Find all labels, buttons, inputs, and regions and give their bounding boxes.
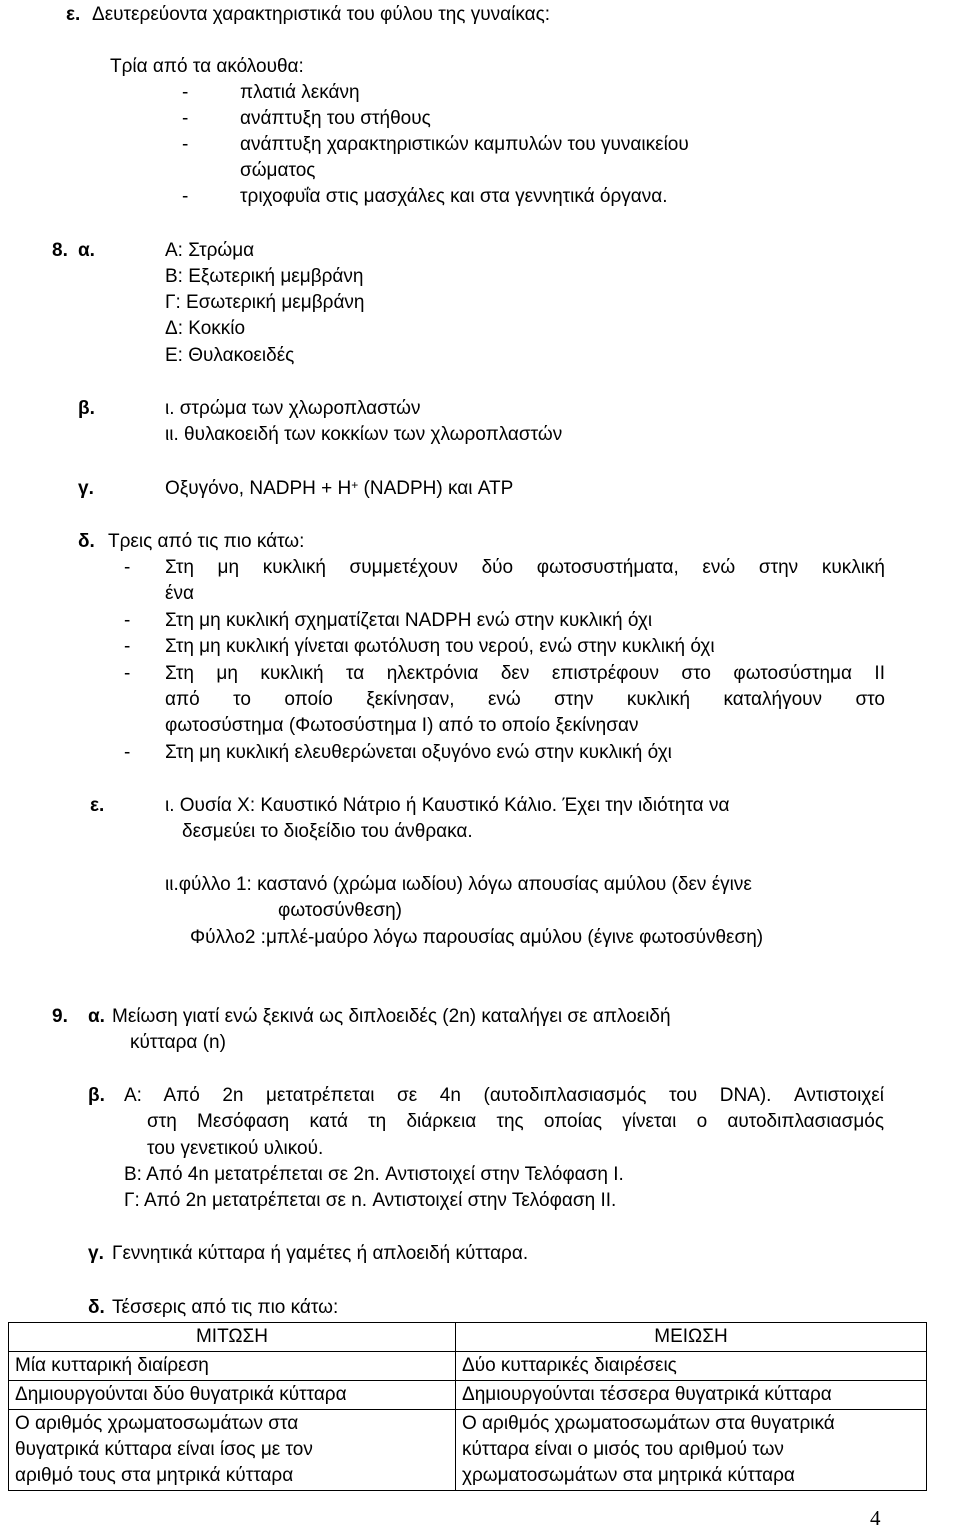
q8-b-item: ιι. θυλακοειδή των κοκκίων των χλωροπλαστών [165, 424, 563, 445]
q8-d-item-continuation: ένα [165, 583, 194, 604]
dash: - [124, 636, 131, 657]
question-8-number: 8. [52, 240, 68, 261]
q9-b-text: Β: Από 4n μετατρέπεται σε 2n. Αντιστοιχεί στην Τελόφαση Ι. [124, 1164, 624, 1185]
mitosis-meiosis-table [8, 1322, 927, 1491]
q8-a-item: Δ: Κοκκίο [165, 318, 246, 339]
dash: - [182, 186, 189, 207]
q8-d-item: Στη μη κυκλική γίνεται φωτόλυση του νερού, ενώ στην κυκλική όχι [165, 636, 715, 657]
section-7e-label: ε. [66, 4, 81, 25]
q8-a-item: Α: Στρώμα [165, 240, 255, 261]
q8-d-item: Στη μη κυκλική σχηματίζεται NADPH ενώ στην κυκλική όχι [165, 610, 653, 631]
question-9-number: 9. [52, 1006, 68, 1027]
list-item: ανάπτυξη χαρακτηριστικών καμπυλών του γυναικείου [240, 134, 689, 155]
q8-e-i: ι. Ουσία Χ: Καυστικό Νάτριο ή Καυστικό Κάλιο. Έχει την ιδιότητα να [165, 795, 730, 816]
table-cell: Δημιουργούνται δύο θυγατρικά κύτταρα [9, 1381, 456, 1410]
q8-b-item: ι. στρώμα των χλωροπλαστών [165, 398, 421, 419]
q8-e-ii-continuation: φωτοσύνθεση) [278, 900, 402, 921]
dash: - [124, 663, 131, 684]
table-cell: Ο αριθμός χρωματοσωμάτων στα θυγατρικά κύτταρα είναι ίσος με τον αριθμό τους στα μητρικά κύτταρα [9, 1410, 456, 1491]
q9-d-label: δ. [88, 1297, 105, 1318]
q8-d-item: Στη μη κυκλική τα ηλεκτρόνια δεν επιστρέφουν στο φωτοσύστημα ΙΙ [165, 663, 885, 684]
q8-c-text: Οξυγόνο, NADPH + H+ (NADPH) και ATP [165, 478, 514, 499]
q8-b-label: β. [78, 398, 95, 419]
q8-d-label: δ. [78, 531, 95, 552]
q9-a-text-continuation: κύτταρα (n) [130, 1032, 226, 1053]
dash: - [182, 108, 189, 129]
list-item: τριχοφυΐα στις μασχάλες και στα γεννητικά όργανα. [240, 186, 668, 207]
dash: - [124, 557, 131, 578]
q8-d-item: Στη μη κυκλική ελευθερώνεται οξυγόνο ενώ στην κυκλική όχι [165, 742, 672, 763]
q8-d-item-continuation: φωτοσύστημα (Φωτοσύστημα Ι) από το οποίο ξεκίνησαν [165, 715, 639, 736]
q8-a-item: Γ: Εσωτερική μεμβράνη [165, 292, 365, 313]
dash: - [124, 610, 131, 631]
table-cell: Δημιουργούνται τέσσερα θυγατρικά κύτταρα [456, 1381, 927, 1410]
q9-b-text: Γ: Από 2n μετατρέπεται σε n. Αντιστοιχεί στην Τελόφαση ΙΙ. [124, 1190, 617, 1211]
dash: - [182, 134, 189, 155]
q9-b-label: β. [88, 1085, 105, 1106]
q9-b-text-continuation: στη Μεσόφαση κατά τη διάρκεια της οποίας γίνεται ο αυτοδιπλασιασμός [147, 1111, 884, 1132]
table-header-mitosis: ΜΙΤΩΣΗ [9, 1323, 456, 1352]
list-item: ανάπτυξη του στήθους [240, 108, 431, 129]
section-7e-intro: Τρία από τα ακόλουθα: [110, 56, 304, 77]
q8-a-item: Β: Εξωτερική μεμβράνη [165, 266, 364, 287]
q9-b-text-continuation: του γενετικού υλικού. [147, 1138, 324, 1159]
table-header-meiosis: ΜΕΙΩΣΗ [456, 1323, 927, 1352]
table-cell: Δύο κυτταρικές διαιρέσεις [456, 1352, 927, 1381]
q8-d-item: Στη μη κυκλική συμμετέχουν δύο φωτοσυστήματα, ενώ στην κυκλική [165, 557, 885, 578]
dash: - [124, 742, 131, 763]
q8-e-ii-continuation: Φύλλο2 :μπλέ-μαύρο λόγω παρουσίας αμύλου (έγινε φωτοσύνθεση) [190, 927, 764, 948]
q8-a-item: Ε: Θυλακοειδές [165, 345, 295, 366]
table-cell: Ο αριθμός χρωματοσωμάτων στα θυγατρικά κύτταρα είναι ο μισός του αριθμού των χρωματοσωμάτων στα μητρικά κύτταρα [456, 1410, 927, 1491]
list-item: πλατιά λεκάνη [240, 82, 360, 103]
table-row [9, 1352, 927, 1381]
q8-e-i-continuation: δεσμεύει το διοξείδιο του άνθρακα. [182, 821, 473, 842]
q8-e-label: ε. [90, 795, 105, 816]
q9-a-label: α. [88, 1006, 105, 1027]
table-row [9, 1381, 927, 1410]
table-row [9, 1410, 927, 1491]
q9-c-label: γ. [88, 1243, 104, 1264]
q9-a-text: Μείωση γιατί ενώ ξεκινά ως διπλοειδές (2n) καταλήγει σε απλοειδή [112, 1006, 671, 1027]
table-header-row [9, 1323, 927, 1352]
q9-d-text: Τέσσερις από τις πιο κάτω: [112, 1297, 339, 1318]
list-item-continuation: σώματος [240, 160, 316, 181]
table-cell: Μία κυτταρική διαίρεση [9, 1352, 456, 1381]
q8-e-ii: ιι.φύλλο 1: καστανό (χρώμα ιωδίου) λόγω απουσίας αμύλου (δεν έγινε [165, 874, 752, 895]
q8-d-item-continuation: από το οποίο ξεκίνησαν, ενώ στην κυκλική καταλήγουν στο [165, 689, 885, 710]
section-7e-title: Δευτερεύοντα χαρακτηριστικά του φύλου της γυναίκας: [92, 4, 551, 25]
q9-b-text: Α: Από 2n μετατρέπεται σε 4n (αυτοδιπλασιασμός του DNA). Αντιστοιχεί [124, 1085, 884, 1106]
page-number: 4 [870, 1506, 881, 1530]
q8-d-intro: Τρεις από τις πιο κάτω: [108, 531, 305, 552]
dash: - [182, 82, 189, 103]
q8-c-label: γ. [78, 478, 94, 499]
q8-a-label: α. [78, 240, 95, 261]
q9-c-text: Γεννητικά κύτταρα ή γαμέτες ή απλοειδή κύτταρα. [112, 1243, 529, 1264]
